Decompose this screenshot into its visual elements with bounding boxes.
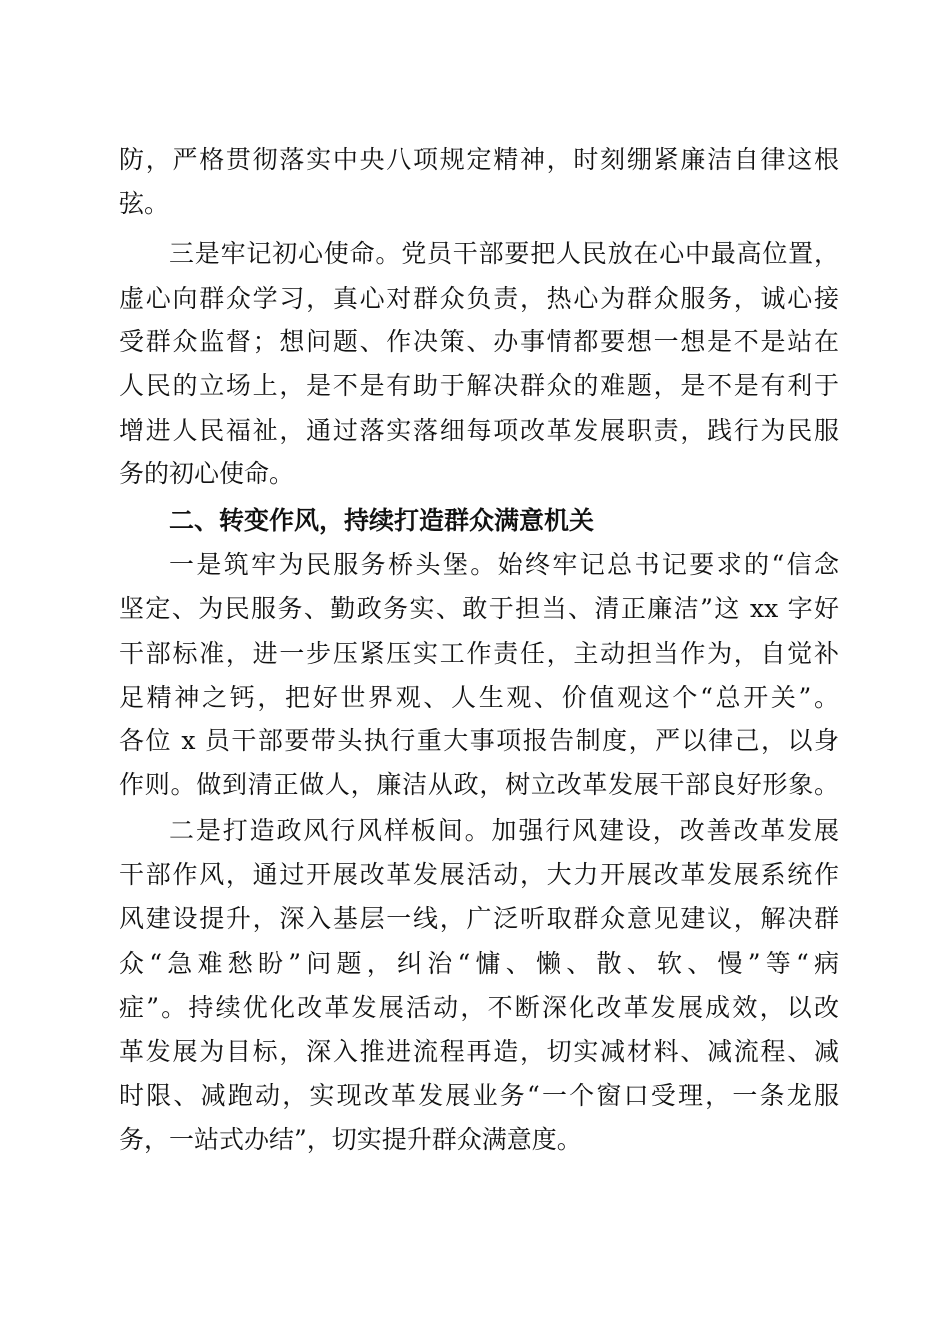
text-line: 干部作风，通过开展改革发展活动，大力开展改革发展系统作 — [119, 860, 839, 889]
text-line: 症”。持续优化改革发展活动，不断深化改革发展成效，以改 — [119, 993, 839, 1022]
text-line: 革发展为目标，深入推进流程再造，切实减材料、减流程、减 — [119, 1037, 839, 1066]
text-line: 足精神之钙，把好世界观、人生观、价值观这个“总开关”。 — [119, 683, 839, 712]
text-line: 人民的立场上，是不是有助于解决群众的难题，是不是有利于 — [119, 371, 839, 400]
text-line: 时限、减跑动，实现改革发展业务“一个窗口受理，一条龙服 — [119, 1081, 839, 1110]
text-line: 防，严格贯彻落实中央八项规定精神，时刻绷紧廉洁自律这根 — [119, 145, 839, 174]
text-line: 务的初心使命。 — [119, 459, 295, 488]
text-line: 众“急难愁盼”问题，纠治“慵、懒、散、软、慢”等“病 — [119, 949, 839, 978]
text-line: 各位 x 员干部要带头执行重大事项报告制度，严以律己，以身 — [119, 726, 839, 755]
text-line: 三是牢记初心使命。党员干部要把人民放在心中最高位置， — [169, 239, 839, 268]
text-line: 务，一站式办结”，切实提升群众满意度。 — [119, 1125, 582, 1154]
text-line: 受群众监督；想问题、作决策、办事情都要想一想是不是站在 — [119, 327, 839, 356]
text-line: 坚定、为民服务、勤政务实、敢于担当、清正廉洁”这 xx 字好 — [119, 594, 839, 623]
text-line: 二是打造政风行风样板间。加强行风建设，改善改革发展 — [169, 816, 839, 845]
text-line: 一是筑牢为民服务桥头堡。始终牢记总书记要求的“信念 — [169, 550, 839, 579]
text-line: 虚心向群众学习，真心对群众负责，热心为群众服务，诚心接 — [119, 284, 839, 313]
section-heading: 二、转变作风，持续打造群众满意机关 — [169, 506, 595, 535]
text-line: 作则。做到清正做人，廉洁从政，树立改革发展干部良好形象。 — [119, 770, 839, 799]
text-line: 弦。 — [119, 189, 170, 218]
text-line: 干部标准，进一步压紧压实工作责任，主动担当作为，自觉补 — [119, 639, 839, 668]
text-line: 风建设提升，深入基层一线，广泛听取群众意见建议，解决群 — [119, 904, 839, 933]
text-line: 增进人民福祉，通过落实落细每项改革发展职责，践行为民服 — [119, 416, 839, 445]
